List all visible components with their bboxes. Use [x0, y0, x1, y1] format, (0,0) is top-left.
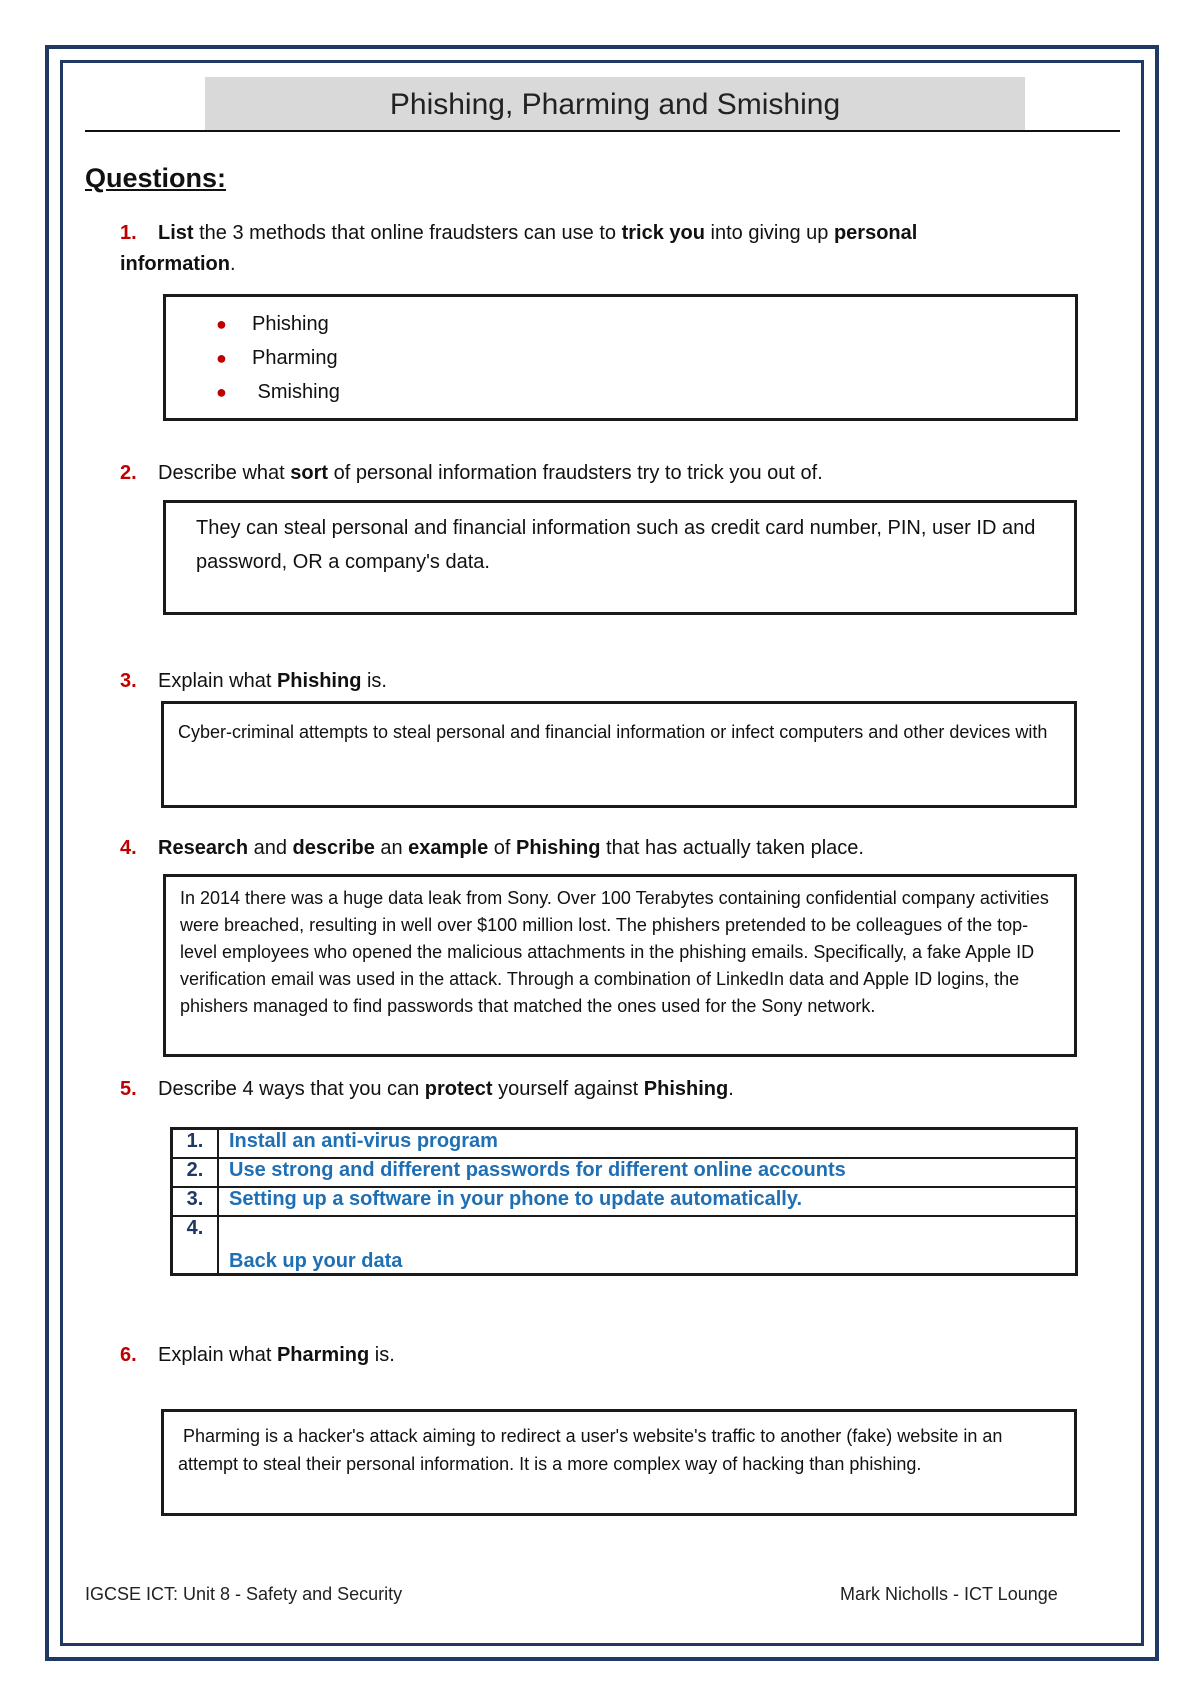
title-divider — [85, 130, 1120, 132]
way-number: 1. — [172, 1129, 219, 1159]
footer-unit: IGCSE ICT: Unit 8 - Safety and Security — [85, 1584, 403, 1604]
question-text: Explain what Pharming is. — [158, 1344, 395, 1366]
bullet-icon: ● — [216, 348, 227, 368]
way-text: Setting up a software in your phone to update automatically. — [218, 1187, 1077, 1216]
table-row — [172, 1216, 1077, 1275]
question-number: 5. — [120, 1078, 137, 1100]
table-row — [172, 1187, 1077, 1216]
question-text: Describe 4 ways that you can protect yourself against Phishing. — [158, 1078, 734, 1100]
list-item-text: Smishing — [252, 381, 340, 403]
list-item — [216, 375, 1075, 409]
way-number: 4. — [172, 1216, 219, 1275]
question-3 — [120, 666, 1020, 697]
question-text: List the 3 methods that online fraudsters can use to trick you into giving up personal information. — [120, 222, 918, 275]
way-text: Use strong and different passwords for different online accounts — [218, 1158, 1077, 1187]
answer-box-3: Cyber-criminal attempts to steal personal and financial information or infect computers and other devices with — [161, 701, 1077, 808]
question-2 — [120, 458, 1020, 489]
page-title: Phishing, Pharming and Smishing — [205, 77, 1025, 132]
answer-box-4: In 2014 there was a huge data leak from Sony. Over 100 Terabytes containing confidential company activities were breached, resulting in well over $100 million lost. The phishers pretended to be colleagues of the top-level employees who opened the malicious attachments in the phishing emails. Specifically, a fake Apple ID verification email was used in the attack. Through a combination of LinkedIn data and Apple ID logins, the phishers managed to find passwords that matched the ones used for the Sony network. — [163, 874, 1077, 1057]
question-number: 2. — [120, 462, 137, 484]
way-number: 2. — [172, 1158, 219, 1187]
list-item-text: Phishing — [252, 313, 329, 335]
questions-heading: Questions: — [85, 163, 227, 193]
way-text: Back up your data — [218, 1216, 1077, 1275]
question-number: 1. — [120, 222, 137, 244]
bullet-icon: ● — [216, 314, 227, 334]
list-item — [216, 307, 1075, 341]
answer-box-2: They can steal personal and financial information such as credit card number, PIN, user ID and password, OR a company's data. — [163, 500, 1077, 615]
question-text: Explain what Phishing is. — [158, 670, 387, 692]
question-number: 4. — [120, 837, 137, 859]
footer-author: Mark Nicholls - ICT Lounge — [840, 1584, 1058, 1604]
table-row — [172, 1158, 1077, 1187]
question-1 — [120, 218, 1020, 280]
question-number: 6. — [120, 1344, 137, 1366]
question-6 — [120, 1340, 1020, 1371]
question-text: Describe what sort of personal information fraudsters try to trick you out of. — [158, 462, 823, 484]
bullet-icon: ● — [216, 382, 227, 402]
methods-list — [216, 307, 1075, 409]
question-5 — [120, 1074, 1020, 1105]
protection-ways-table — [170, 1127, 1078, 1276]
question-number: 3. — [120, 670, 137, 692]
question-4 — [120, 833, 1020, 864]
table-row — [172, 1129, 1077, 1159]
list-item — [216, 341, 1075, 375]
way-number: 3. — [172, 1187, 219, 1216]
way-text: Install an anti-virus program — [218, 1129, 1077, 1159]
list-item-text: Pharming — [252, 347, 338, 369]
answer-box-6: Pharming is a hacker's attack aiming to redirect a user's website's traffic to another (fake) website in an attempt to steal their personal information. It is a more complex way of hacking than phishing. — [161, 1409, 1077, 1516]
question-text: Research and describe an example of Phishing that has actually taken place. — [158, 837, 864, 859]
answer-box-1 — [163, 294, 1078, 421]
